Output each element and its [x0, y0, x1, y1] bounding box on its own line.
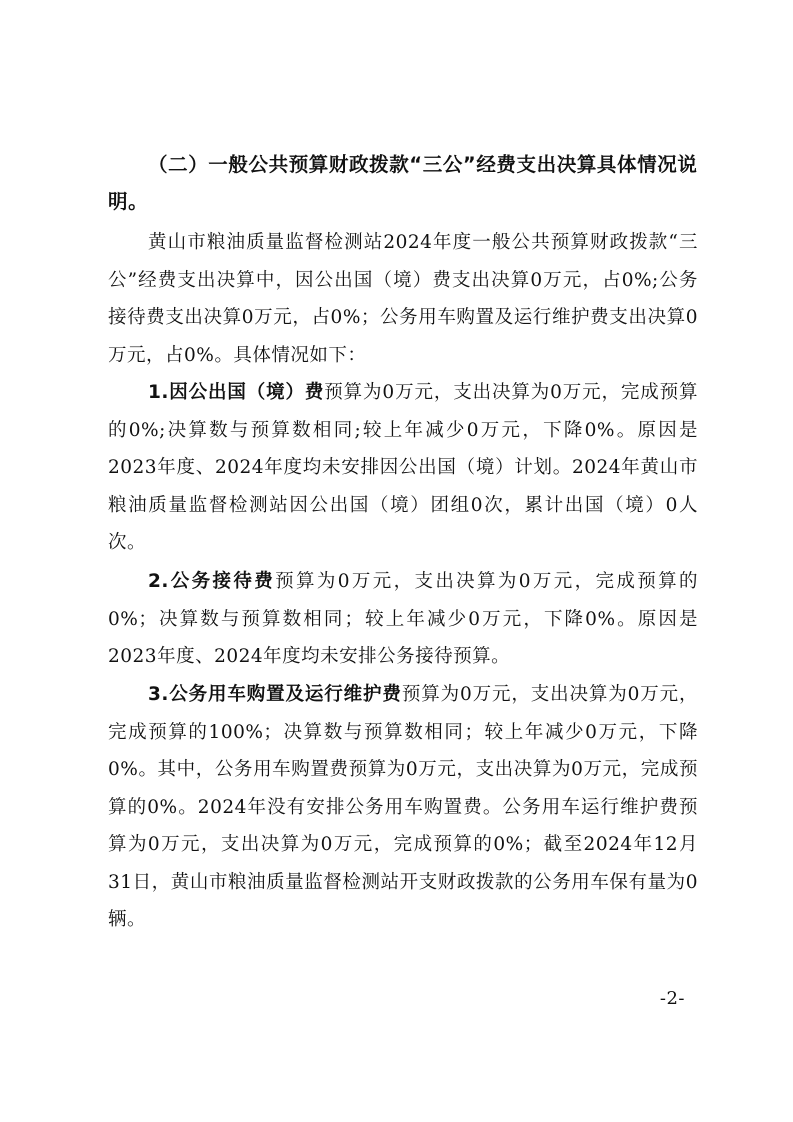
- item-3-body: 预算为0万元，支出决算为0万元，完成预算的100%；决算数与预算数相同；较上年减少0万元，下降0%。其中，公务用车购置费预算为0万元，支出决算为0万元，完成预算的0%。2024年没有安排公务用车购置费。公务用车运行维护费预算为0万元，支出决算为0万元，完成预算的0%；截至2024年12月31日，黄山市粮油质量监督检测站开支财政拨款的公务用车保有量为0辆。: [108, 684, 699, 930]
- intro-paragraph: 黄山市粮油质量监督检测站2024年度一般公共预算财政拨款“三公”经费支出决算中，因公出国（境）费支出决算0万元，占0%;公务接待费支出决算0万元，占0%；公务用车购置及运行维护费支出决算0万元，占0%。具体情况如下：: [108, 232, 698, 366]
- item-1-paragraph: [108, 374, 698, 562]
- item-2-paragraph: [108, 563, 698, 676]
- item-2-title: 2.公务接待费: [148, 571, 276, 592]
- item-3-paragraph: [108, 676, 698, 939]
- page-number: -2-: [659, 988, 685, 1009]
- item-2-body: 预算为0万元，支出决算为0万元，完成预算的0%；决算数与预算数相同；较上年减少0万元，下降0%。原因是2023年度、2024年度均未安排公务接待预算。: [108, 571, 698, 667]
- item-1-body: 预算为0万元，支出决算为0万元，完成预算的0%;决算数与预算数相同;较上年减少0万元，下降0%。原因是2023年度、2024年度均未安排因公出国（境）计划。2024年黄山市粮油质量监督检测站因公出国（境）团组0次，累计出国（境）0人次。: [108, 382, 698, 553]
- section-heading: （二）一般公共预算财政拨款“三公”经费支出决算具体情况说明。: [108, 153, 698, 213]
- item-1-title: 1.因公出国（境）费: [148, 382, 325, 403]
- item-3-title: 3.公务用车购置及运行维护费: [148, 684, 402, 705]
